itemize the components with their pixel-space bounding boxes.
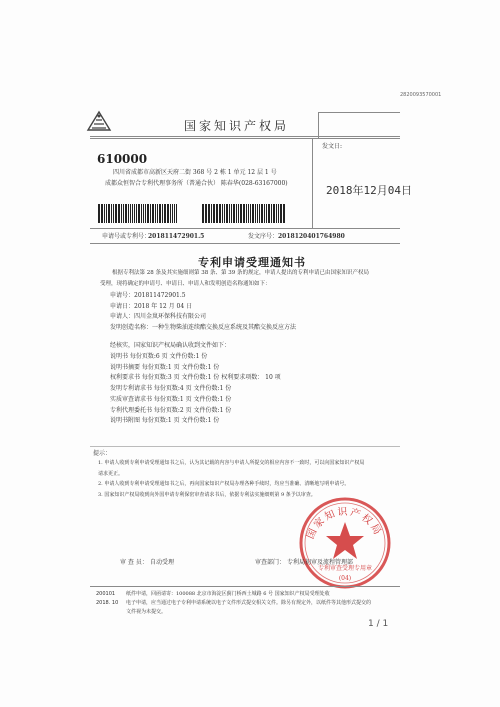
page-number: 1 / 1 — [368, 619, 389, 629]
notice-title: 专利申请受理通知书 — [198, 256, 306, 269]
file-item: 发明专利请求书 每份页数:4 页 文件份数:1 份 — [110, 385, 232, 393]
field-value: 2018 年 12 月 04 日 — [134, 302, 193, 310]
office-name: 国家知识产权局 — [184, 119, 290, 133]
seal-text: 国家知识产权局 — [305, 506, 384, 541]
field-row — [110, 304, 192, 310]
field-label: 申请人： — [110, 313, 135, 320]
address-block-bottom — [90, 228, 400, 229]
dept-label: 审查部门： — [255, 559, 286, 566]
tip-item: 1. 申请人收到专利申请受理通知书之后，认为其记载的内容与申请人所提交的相应内容不一致时，可以向国家知识产权局 — [98, 460, 365, 466]
seal-code: (04) — [338, 575, 352, 582]
file-item: 说明书附图 每份页数:1 页 文件份数:1 份 — [110, 417, 220, 425]
zip-code: 610000 — [97, 152, 148, 166]
header-rule — [90, 136, 400, 137]
document-code: 2820093570001 — [400, 92, 442, 98]
footer-rule — [90, 586, 400, 587]
tip-item: 请求更正。 — [98, 470, 124, 477]
tips-rule — [90, 446, 400, 447]
cnipa-logo-icon — [86, 110, 112, 134]
field-row — [110, 314, 206, 320]
serial-row-rule — [90, 243, 400, 244]
barcode-right — [202, 204, 300, 223]
file-item: 权利要求书 每份页数:3 页 文件份数:1 份 权利要求项数： 10 项 — [110, 374, 281, 382]
application-no-value: 201811472901.5 — [148, 233, 205, 240]
send-date-value: 2018年12月04日 — [326, 184, 412, 197]
tip-item: 3. 国家知识产权局收到向外国申请专利保密审查请求书后，依据专利法实施细则第 9 条予以审查。 — [98, 491, 316, 498]
field-label: 申请号： — [110, 292, 135, 299]
examiner-label: 审 查 员： — [120, 559, 148, 566]
date-divider — [312, 138, 313, 228]
field-row — [110, 293, 186, 299]
barcode-left — [98, 204, 194, 223]
tips-label: 提示： — [93, 450, 112, 457]
send-date-label: 发文日: — [322, 143, 343, 150]
header-box-left — [318, 112, 319, 138]
footer-line-2: 电子申请，应当通过电子专利申请系统以电子文件形式提交相关文件。除另有规定外，以纸件等其他形式提交的 — [126, 600, 372, 606]
file-item: 说明书摘要 每份页数:1 页 文件份数:1 份 — [110, 363, 220, 371]
address-line-1: 四川省成都市高新区天府二街 368 号 2 栋 1 单元 12 层 1 号 — [113, 169, 277, 176]
header-box-top — [318, 112, 400, 113]
tip-item: 2. 申请人收到专利申请受理通知书之后，再向国家知识产权局办理各种手续时，均应当准确、清晰地写明申请号。 — [98, 481, 350, 487]
application-no-label: 申请号或专利号： — [102, 233, 151, 240]
official-seal-icon — [298, 496, 392, 590]
header-rule-double — [90, 138, 400, 139]
dept-value: 专利局初审及流程管理部 — [287, 559, 354, 566]
file-item: 说明书 每份页数:6 页 文件份数:1 份 — [110, 353, 208, 360]
file-item: 实质审查请求书 每份页数:1 页 文件份数:1 份 — [110, 395, 232, 403]
file-item: 专利代理委托书 每份页数:2 页 文件份数:1 份 — [110, 406, 232, 414]
footer-code-1: 200101 — [96, 591, 116, 597]
footer-code-2: 2018. 10 — [96, 600, 119, 606]
send-serial-value: 2018120401764980 — [278, 233, 345, 240]
field-label: 发明创造名称： — [110, 323, 153, 331]
footer-line-3: 文件视为未提交。 — [126, 609, 167, 615]
intro-line-2: 受理，现将确定的申请号、申请日、申请人和发明创造名称通知如下： — [100, 281, 271, 287]
intro-line-1: 根据专利法第 28 条及其实施细则第 38 条、第 39 条的规定，申请人提出的专利申请已由国家知识产权局 — [112, 270, 369, 276]
field-value: 201811472901.5 — [134, 292, 186, 299]
field-label: 申请日： — [110, 302, 135, 310]
field-row — [110, 325, 296, 331]
examiner-value: 自动受理 — [150, 559, 175, 566]
footer-line-1: 纸件申请，回函请寄：100088 北京市海淀区蓟门桥西土城路 6 号 国家知识产权局受理处收 — [126, 591, 330, 597]
seal-sub: 专利审查受理专用章 — [317, 565, 373, 572]
send-serial-label: 发文序号： — [248, 233, 279, 240]
files-intro: 经核实，国家知识产权局确认收到文件如下： — [110, 342, 231, 349]
address-line-2: 成都众恒智合专利代理事务所（普通合伙） 陈春华(028-63167000) — [105, 180, 288, 187]
field-value: 四川金岚环保科技有限公司 — [134, 313, 207, 320]
field-value: 一种生物柴油连续酯交换反应系统及其酯交换反应方法 — [152, 323, 297, 331]
